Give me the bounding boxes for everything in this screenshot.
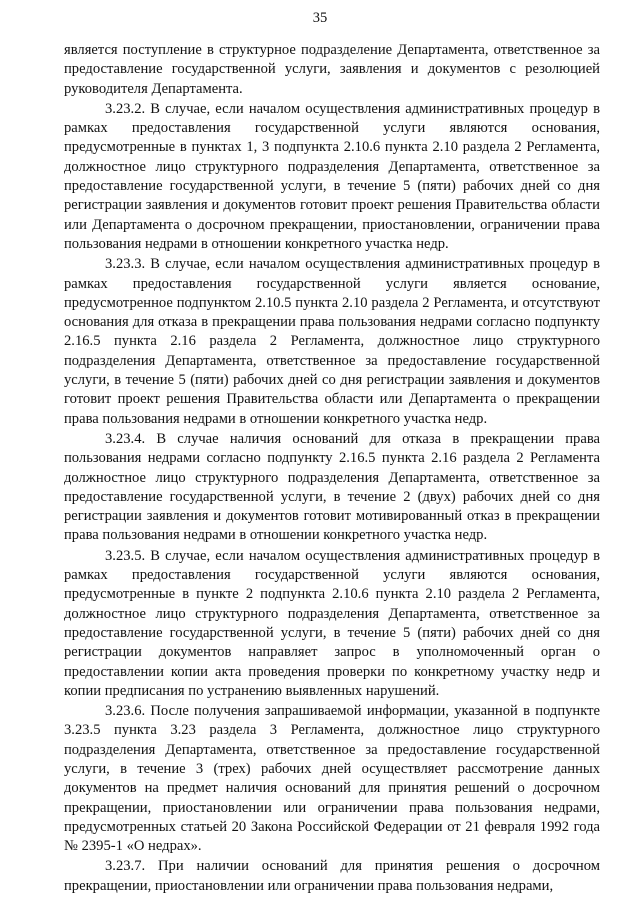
paragraph-continuation: является поступление в структурное подразделение Департамента, ответственное за предоставление государственной услуги, заявления и документов с резолюцией руководителя Департамента. [64, 42, 600, 97]
paragraph-3-23-6: 3.23.6. После получения запрашиваемой информации, указанной в подпункте 3.23.5 пункта 3.23 раздела 3 Регламента, должностное лицо структурного подразделения Департамента, ответственное за предоставление государственной услуги, в течение 3 (трех) рабочих дней осуществляет рассмотрение данных документов на предмет наличия оснований для принятия решений о досрочном прекращении, приостановлении или ограничении права пользования недрами, предусмотренных статьей 20 Закона Российской Федерации от 21 февраля 1992 года № 2395-1 «О недрах». [64, 703, 600, 855]
page-number: 35 [312, 10, 328, 26]
paragraph-3-23-7: 3.23.7. При наличии оснований для принятия решения о досрочном прекращении, приостановлении или ограничении права пользования недрами, [64, 858, 600, 894]
paragraph-3-23-3: 3.23.3. В случае, если началом осуществления административных процедур в рамках предоставления государственной услуги является основание, предусмотренное подпунктом 2.10.5 пункта 2.10 раздела 2 Регламента, и отсутствуют основания для отказа в прекращении права пользования недрами согласно подпункту 2.16.5 пункта 2.16 раздела 2 Регламента, должностное лицо структурного подразделения Департамента, ответственное за предоставление государственной услуги, в течение 5 (пяти) рабочих дней со дня регистрации заявления и документов готовит проект решения Правительства области или Департамента о прекращении права пользования недрами в отношении конкретного участка недр. [64, 256, 600, 427]
paragraph-3-23-2: 3.23.2. В случае, если началом осуществления административных процедур в рамках предоставления государственной услуги являются основания, предусмотренные в пунктах 1, 3 подпункта 2.10.6 пункта 2.10 раздела 2 Регламента, должностное лицо структурного подразделения Департамента, ответственное за предоставление государственной услуги, в течение 5 (пяти) рабочих дней со дня регистрации заявления и документов готовит проект решения Правительства области или Департамента о досрочном прекращении, приостановлении, ограничении права пользования недрами в отношении конкретного участка недр. [64, 100, 600, 252]
document-body [64, 41, 600, 897]
paragraph-3-23-4: 3.23.4. В случае наличия оснований для отказа в прекращении права пользования недрами согласно подпункту 2.16.5 пункта 2.16 раздела 2 Регламента должностное лицо структурного подразделения Департамента, ответственное за предоставление государственной услуги, в течение 2 (двух) рабочих дней со дня регистрации заявления и документов готовит мотивированный отказ в прекращении права пользования недрами в отношении конкретного участка недр. [64, 430, 600, 544]
paragraph-3-23-5: 3.23.5. В случае, если началом осуществления административных процедур в рамках предоставления государственной услуги являются основания, предусмотренные в пункте 2 подпункта 2.10.6 пункта 2.10 раздела 2 Регламента, должностное лицо структурного подразделения Департамента, ответственное за предоставление государственной услуги, в течение 5 (пяти) рабочих дней со дня регистрации документов направляет запрос в уполномоченный орган о предоставлении копии акта проведения проверки по конкретному участку недр и копии предписания по устранению выявленных нарушений. [64, 547, 600, 699]
